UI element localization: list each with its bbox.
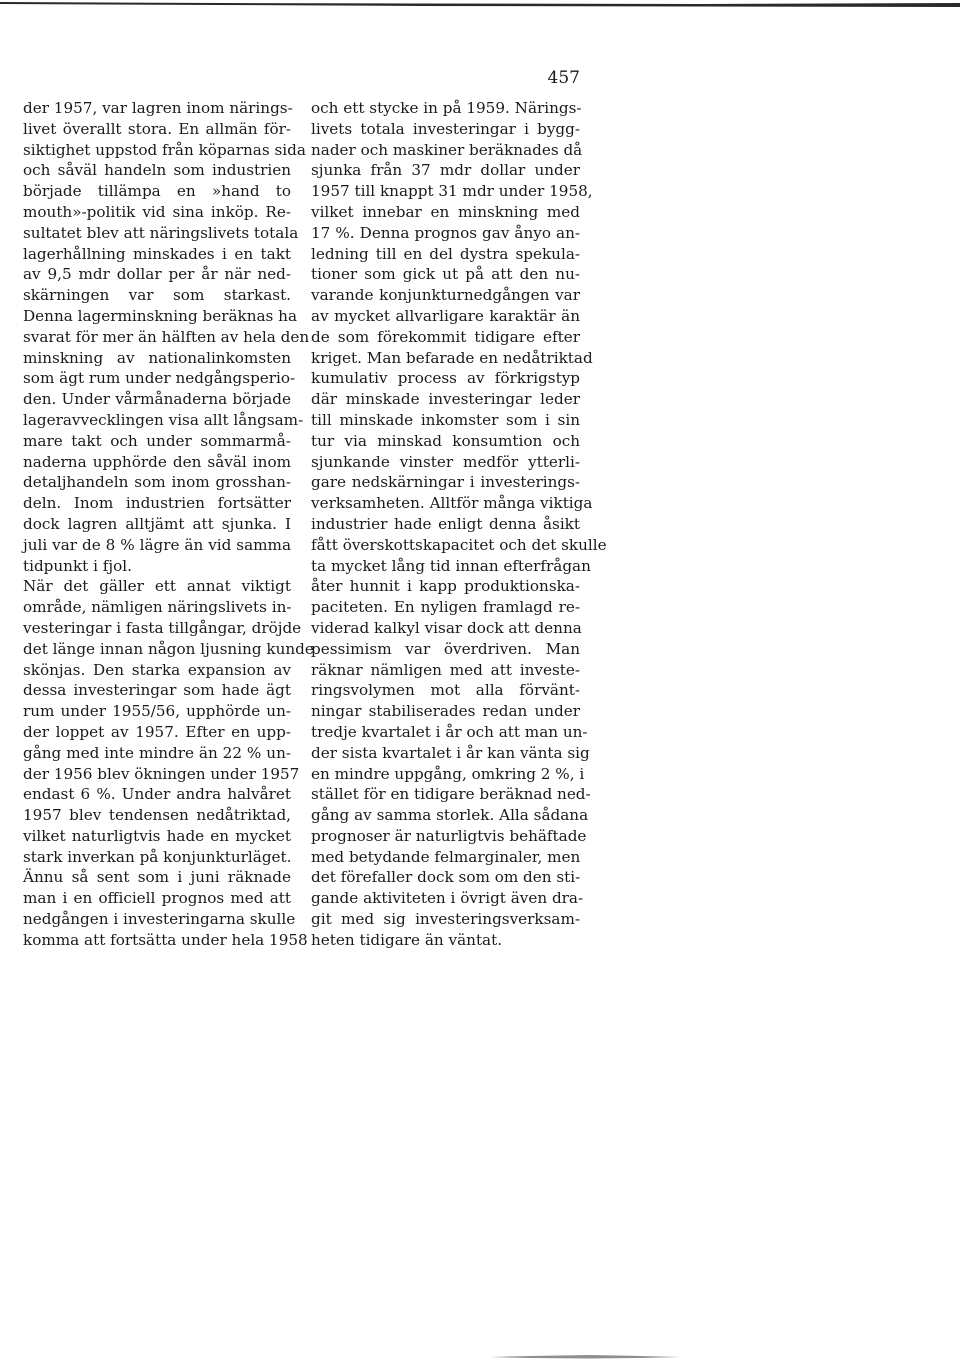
text-line: där minskade investeringar leder — [311, 390, 580, 409]
text-line: der 1956 blev ökningen under 1957 — [23, 764, 300, 783]
text-line: ta mycket lång tid innan efterfrågan — [311, 556, 591, 575]
text-line: gång av samma storlek. Alla sådana — [311, 806, 589, 825]
page-number: 457 — [547, 68, 580, 88]
text-line: deln. Inom industrien fortsätter — [23, 494, 291, 513]
text-line: prognoser är naturligtvis behäftade — [311, 826, 587, 845]
text-line: Denna lagerminskning beräknas ha — [23, 306, 298, 325]
text-line: rum under 1955/56, upphörde un- — [23, 702, 291, 721]
text-line: der loppet av 1957. Efter en upp- — [23, 722, 291, 741]
text-line: viderad kalkyl visar dock att denna — [311, 618, 582, 637]
scan-smudge-bottom — [470, 1352, 700, 1360]
text-line: detaljhandeln som inom grosshan- — [23, 473, 291, 492]
text-line: ledning till en del dystra spekula- — [311, 244, 580, 263]
text-line: verksamheten. Alltför många viktiga — [311, 494, 593, 513]
text-line: skönjas. Den starka expansion av — [23, 660, 291, 679]
text-line: åter hunnit i kapp produktionska- — [311, 577, 580, 596]
text-line: paciteten. En nyligen framlagd re- — [311, 598, 580, 617]
text-line: gång med inte mindre än 22 % un- — [23, 743, 291, 762]
right-text-column — [311, 98, 607, 951]
text-line: Ännu så sent som i juni räknade — [23, 868, 291, 887]
text-line: mare takt och under sommarmå- — [23, 431, 291, 450]
text-line: en mindre uppgång, omkring 2 %, i — [311, 764, 585, 783]
text-line: vilket naturligtvis hade en mycket — [23, 826, 291, 845]
text-line: livets totala investeringar i bygg- — [311, 119, 580, 138]
text-line: der 1957, var lagren inom närings- — [23, 99, 293, 117]
text-line: 17 %. Denna prognos gav ånyo an- — [311, 223, 580, 242]
text-line: pessimism var överdriven. Man — [311, 639, 580, 658]
text-line: siktighet uppstod från köparnas sida — [23, 140, 306, 159]
scan-edge-top — [0, 0, 960, 8]
text-line: av mycket allvarligare karaktär än — [311, 306, 580, 325]
text-line: endast 6 %. Under andra halvåret — [23, 785, 291, 804]
text-line: räknar nämligen med att investe- — [311, 660, 580, 679]
text-line: gare nedskärningar i investerings- — [311, 473, 580, 492]
text-line: När det gäller ett annat viktigt — [23, 577, 291, 596]
text-line: började tillämpa en »hand to — [23, 182, 291, 201]
text-line: livet överallt stora. En allmän för- — [23, 119, 291, 138]
text-line: till minskade inkomster som i sin — [311, 410, 580, 429]
text-line: lageravvecklingen visa allt långsam- — [23, 410, 304, 429]
text-line: de som förekommit tidigare efter — [311, 327, 580, 346]
text-line: av 9,5 mdr dollar per år när ned- — [23, 265, 291, 284]
text-line: kumulativ process av förkrigstyp — [311, 369, 580, 388]
left-text-column — [23, 98, 314, 951]
text-line: git med sig investeringsverksam- — [311, 910, 580, 929]
text-line: 1957 till knappt 31 mdr under 1958, — [311, 182, 593, 201]
text-line: svarat för mer än hälften av hela den — [23, 327, 310, 346]
text-line: dessa investeringar som hade ägt — [23, 681, 291, 700]
text-line: och såväl handeln som industrien — [23, 161, 291, 180]
text-line: varande konjunkturnedgången var — [311, 286, 580, 305]
text-line: sjunkande vinster medför ytterli- — [311, 452, 580, 471]
text-line: lagerhållning minskades i en takt — [23, 244, 291, 263]
text-line: naderna upphörde den såväl inom — [23, 452, 291, 471]
text-line: stark inverkan på konjunkturläget. — [23, 847, 292, 866]
text-line: vilket innebar en minskning med — [311, 202, 580, 221]
text-line: kriget. Man befarade en nedåtriktad — [311, 348, 593, 367]
text-line: sultatet blev att näringslivets totala — [23, 223, 299, 242]
text-line: tredje kvartalet i år och att man un- — [311, 722, 588, 741]
text-line: heten tidigare än väntat. — [311, 930, 503, 949]
text-line: juli var de 8 % lägre än vid samma — [23, 535, 291, 554]
text-line: fått överskottskapacitet och det skulle — [311, 535, 607, 554]
text-line: komma att fortsätta under hela 1958 — [23, 930, 308, 949]
text-line: nedgången i investeringarna skulle — [23, 910, 296, 929]
text-line: dock lagren alltjämt att sjunka. I — [23, 514, 291, 533]
text-line: och ett stycke in på 1959. Närings- — [311, 99, 582, 117]
text-line: tioner som gick ut på att den nu- — [311, 265, 580, 284]
text-line: minskning av nationalinkomsten — [23, 348, 291, 367]
text-line: ningar stabiliserades redan under — [311, 702, 580, 721]
text-line: 1957 blev tendensen nedåtriktad, — [23, 806, 291, 825]
text-line: område, nämligen näringslivets in- — [23, 598, 292, 617]
text-line: tur via minskad konsumtion och — [311, 431, 580, 450]
text-line: det länge innan någon ljusning kunde — [23, 639, 314, 658]
text-line: tidpunkt i fjol. — [23, 556, 132, 575]
text-line: industrier hade enligt denna åsikt — [311, 514, 580, 533]
text-line: den. Under vårmånaderna började — [23, 390, 291, 409]
text-line: som ägt rum under nedgångsperio- — [23, 369, 296, 388]
text-line: der sista kvartalet i år kan vänta sig — [311, 743, 590, 762]
text-line: skärningen var som starkast. — [23, 286, 291, 305]
text-line: mouth»-politik vid sina inköp. Re- — [23, 202, 291, 221]
text-line: man i en officiell prognos med att — [23, 889, 291, 908]
text-line: nader och maskiner beräknades då — [311, 140, 583, 159]
text-line: ringsvolymen mot alla förvänt- — [311, 681, 580, 700]
text-line: vesteringar i fasta tillgångar, dröjde — [23, 618, 302, 637]
text-line: sjunka från 37 mdr dollar under — [311, 161, 580, 180]
text-line: med betydande felmarginaler, men — [311, 847, 581, 866]
text-line: stället för en tidigare beräknad ned- — [311, 785, 591, 804]
text-line: det förefaller dock som om den sti- — [311, 868, 581, 887]
text-line: gande aktiviteten i övrigt även dra- — [311, 889, 584, 908]
